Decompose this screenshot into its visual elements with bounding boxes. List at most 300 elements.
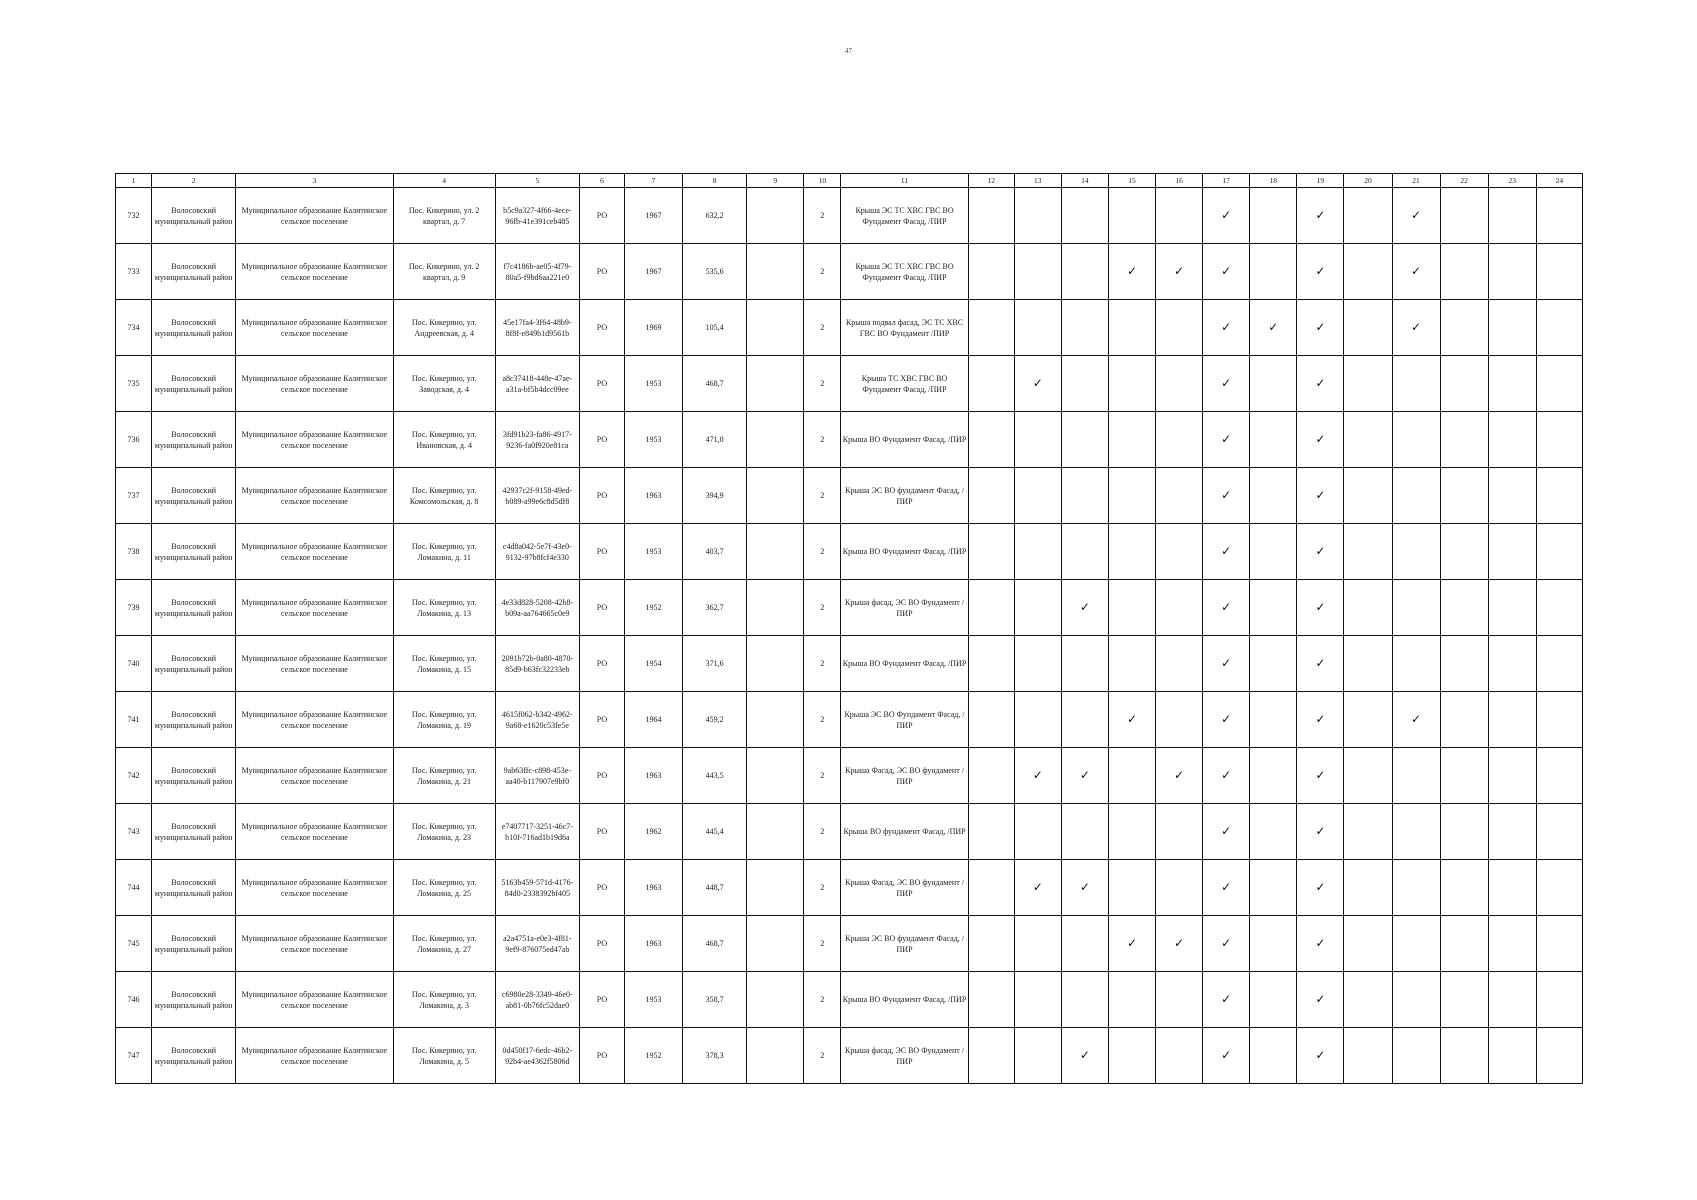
empty-cell [1250, 916, 1297, 972]
year-cell: 1967 [625, 188, 683, 244]
municipality-cell: Муниципальное образование Калитинское сельское поселение [236, 580, 393, 636]
empty-cell [1250, 804, 1297, 860]
check-mark-icon: ✓ [1126, 263, 1138, 278]
check-cell [1203, 244, 1250, 300]
empty-cell [1440, 580, 1488, 636]
empty-cell [1488, 244, 1536, 300]
district-cell: Волосовский муниципальный район [152, 244, 236, 300]
check-mark-icon: ✓ [1221, 487, 1232, 502]
address-cell: Пос. Кикерино, ул. Ломакина, д. 11 [393, 524, 495, 580]
empty-cell [1014, 804, 1061, 860]
column-number-header: 23 [1488, 174, 1536, 188]
year-cell: 1962 [625, 804, 683, 860]
municipality-cell: Муниципальное образование Калитинское сельское поселение [236, 692, 393, 748]
floors-cell: 2 [804, 188, 841, 244]
empty-cell [1536, 1028, 1582, 1084]
empty-cell [747, 972, 804, 1028]
empty-cell [747, 1028, 804, 1084]
empty-cell [1014, 972, 1061, 1028]
empty-cell [1061, 300, 1108, 356]
empty-cell [1250, 692, 1297, 748]
floors-cell: 2 [804, 468, 841, 524]
guid-cell: f7c4186b-ae05-4f79-80a5-f9bd6aa221e0 [495, 244, 579, 300]
works-cell: Крыша Фасад, ЭС ВО фундамент /ПИР [841, 860, 968, 916]
empty-cell [1440, 412, 1488, 468]
empty-cell [1061, 804, 1108, 860]
empty-cell [1344, 1028, 1392, 1084]
empty-cell [1488, 188, 1536, 244]
area-cell: 468,7 [683, 356, 747, 412]
district-cell: Волосовский муниципальный район [152, 188, 236, 244]
floors-cell: 2 [804, 580, 841, 636]
ownership-cell: РО [579, 300, 624, 356]
empty-cell [1536, 636, 1582, 692]
check-cell [1203, 916, 1250, 972]
check-cell [1297, 244, 1344, 300]
floors-cell: 2 [804, 804, 841, 860]
municipality-cell: Муниципальное образование Калитинское сельское поселение [236, 356, 393, 412]
empty-cell [1250, 188, 1297, 244]
check-cell [1297, 860, 1344, 916]
year-cell: 1963 [625, 468, 683, 524]
empty-cell [1156, 860, 1203, 916]
empty-cell [1536, 860, 1582, 916]
check-cell [1297, 748, 1344, 804]
address-cell: Пос. Кикерино, ул. Ломакина, д. 13 [393, 580, 495, 636]
check-cell [1297, 636, 1344, 692]
empty-cell [1392, 916, 1440, 972]
address-cell: Пос. Кикерино, ул. Ломакина, д. 27 [393, 916, 495, 972]
check-mark-icon: ✓ [1221, 767, 1232, 782]
district-cell: Волосовский муниципальный район [152, 1028, 236, 1084]
municipality-cell: Муниципальное образование Калитинское сельское поселение [236, 748, 393, 804]
check-mark-icon: ✓ [1174, 767, 1185, 782]
address-cell: Пос. Кикерино, ул. Заводская, д. 4 [393, 356, 495, 412]
empty-cell [968, 580, 1014, 636]
check-mark-icon: ✓ [1079, 879, 1090, 894]
works-cell: Крыша ВО Фундамент Фасад, /ПИР [841, 412, 968, 468]
year-cell: 1969 [625, 300, 683, 356]
guid-cell: 4e33d828-5208-42b8-b09a-aa764665c0e9 [495, 580, 579, 636]
empty-cell [1488, 804, 1536, 860]
check-mark-icon: ✓ [1315, 207, 1326, 222]
municipality-cell: Муниципальное образование Калитинское сельское поселение [236, 916, 393, 972]
empty-cell [747, 356, 804, 412]
check-cell [1203, 580, 1250, 636]
empty-cell [747, 468, 804, 524]
works-cell: Крыша ЭС ТС ХВС ГВС ВО Фундамент Фасад, /ПИР [841, 244, 968, 300]
ownership-cell: РО [579, 636, 624, 692]
empty-cell [1536, 300, 1582, 356]
empty-cell [968, 860, 1014, 916]
empty-cell [1108, 804, 1155, 860]
empty-cell [747, 636, 804, 692]
empty-cell [747, 692, 804, 748]
row-number: 735 [116, 356, 152, 412]
empty-cell [1014, 412, 1061, 468]
empty-cell [968, 412, 1014, 468]
check-cell [1297, 972, 1344, 1028]
empty-cell [1156, 804, 1203, 860]
check-cell [1297, 580, 1344, 636]
check-mark-icon: ✓ [1315, 711, 1326, 726]
empty-cell [1344, 244, 1392, 300]
column-number-header: 2 [152, 174, 236, 188]
check-mark-icon: ✓ [1079, 1047, 1090, 1062]
check-mark-icon: ✓ [1221, 879, 1232, 894]
check-cell [1156, 244, 1203, 300]
guid-cell: c4d8a042-5e7f-43e0-9132-97b8fcf4e330 [495, 524, 579, 580]
address-cell: Пос. Кикерино, ул. Андреевская, д. 4 [393, 300, 495, 356]
row-number: 743 [116, 804, 152, 860]
check-cell [1297, 916, 1344, 972]
address-cell: Пос. Кикерино, ул. Ломакина, д. 3 [393, 972, 495, 1028]
empty-cell [1014, 468, 1061, 524]
column-number-header: 14 [1061, 174, 1108, 188]
works-cell: Крыша фасад, ЭС ВО Фундамент /ПИР [841, 580, 968, 636]
empty-cell [1108, 860, 1155, 916]
works-cell: Крыша ВО фундамент Фасад, /ПИР [841, 804, 968, 860]
empty-cell [1156, 412, 1203, 468]
empty-cell [1488, 580, 1536, 636]
empty-cell [1488, 748, 1536, 804]
check-mark-icon: ✓ [1221, 375, 1232, 390]
area-cell: 535,6 [683, 244, 747, 300]
empty-cell [747, 804, 804, 860]
row-number: 736 [116, 412, 152, 468]
address-cell: Пос. Кикерино, ул. Ломакина, д. 25 [393, 860, 495, 916]
check-cell [1108, 244, 1155, 300]
check-mark-icon: ✓ [1221, 823, 1232, 838]
table-row [116, 356, 1583, 412]
empty-cell [1014, 524, 1061, 580]
floors-cell: 2 [804, 748, 841, 804]
guid-cell: 4615f062-b342-4962-9a68-e1620c53fe5e [495, 692, 579, 748]
year-cell: 1963 [625, 860, 683, 916]
ownership-cell: РО [579, 244, 624, 300]
check-cell [1014, 860, 1061, 916]
check-mark-icon: ✓ [1315, 823, 1326, 838]
ownership-cell: РО [579, 860, 624, 916]
area-cell: 448,7 [683, 860, 747, 916]
check-mark-icon: ✓ [1411, 711, 1422, 726]
empty-cell [1108, 524, 1155, 580]
check-cell [1297, 188, 1344, 244]
check-mark-icon: ✓ [1315, 487, 1326, 502]
empty-cell [1440, 636, 1488, 692]
empty-cell [747, 748, 804, 804]
empty-cell [1156, 356, 1203, 412]
empty-cell [1250, 412, 1297, 468]
ownership-cell: РО [579, 356, 624, 412]
column-number-header: 7 [625, 174, 683, 188]
district-cell: Волосовский муниципальный район [152, 412, 236, 468]
area-cell: 105,4 [683, 300, 747, 356]
floors-cell: 2 [804, 972, 841, 1028]
district-cell: Волосовский муниципальный район [152, 580, 236, 636]
check-cell [1203, 972, 1250, 1028]
table-row [116, 188, 1583, 244]
empty-cell [1250, 580, 1297, 636]
check-mark-icon: ✓ [1411, 207, 1422, 222]
guid-cell: a8c37418-448e-47ae-a31a-bf5b4dcc09ee [495, 356, 579, 412]
column-number-header: 1 [116, 174, 152, 188]
check-mark-icon: ✓ [1315, 655, 1326, 670]
check-cell [1203, 636, 1250, 692]
empty-cell [1488, 860, 1536, 916]
check-mark-icon: ✓ [1221, 263, 1232, 278]
empty-cell [1108, 1028, 1155, 1084]
empty-cell [1344, 188, 1392, 244]
check-cell [1108, 692, 1155, 748]
empty-cell [1156, 300, 1203, 356]
row-number: 747 [116, 1028, 152, 1084]
ownership-cell: РО [579, 916, 624, 972]
empty-cell [1344, 972, 1392, 1028]
empty-cell [1061, 524, 1108, 580]
year-cell: 1963 [625, 748, 683, 804]
address-cell: Пос. Кикерино, ул. 2 квартал, д. 9 [393, 244, 495, 300]
empty-cell [1440, 916, 1488, 972]
empty-cell [1250, 636, 1297, 692]
check-cell [1156, 748, 1203, 804]
empty-cell [1014, 244, 1061, 300]
ownership-cell: РО [579, 748, 624, 804]
empty-cell [968, 524, 1014, 580]
check-cell [1203, 1028, 1250, 1084]
row-number: 738 [116, 524, 152, 580]
municipality-cell: Муниципальное образование Калитинское сельское поселение [236, 468, 393, 524]
check-mark-icon: ✓ [1315, 543, 1326, 558]
ownership-cell: РО [579, 1028, 624, 1084]
page-number: 47 [845, 47, 852, 55]
check-mark-icon: ✓ [1315, 879, 1326, 894]
empty-cell [1536, 748, 1582, 804]
guid-cell: 42937c2f-9158-49ed-b089-a99e6c8d5df8 [495, 468, 579, 524]
check-mark-icon: ✓ [1221, 319, 1232, 334]
empty-cell [1014, 636, 1061, 692]
table-row [116, 748, 1583, 804]
empty-cell [747, 412, 804, 468]
check-mark-icon: ✓ [1315, 319, 1326, 334]
empty-cell [1392, 972, 1440, 1028]
empty-cell [1344, 356, 1392, 412]
municipality-cell: Муниципальное образование Калитинское сельское поселение [236, 300, 393, 356]
check-cell [1203, 860, 1250, 916]
municipality-cell: Муниципальное образование Калитинское сельское поселение [236, 860, 393, 916]
year-cell: 1952 [625, 1028, 683, 1084]
row-number: 734 [116, 300, 152, 356]
empty-cell [968, 916, 1014, 972]
check-cell [1297, 300, 1344, 356]
district-cell: Волосовский муниципальный район [152, 748, 236, 804]
empty-cell [1061, 244, 1108, 300]
empty-cell [1061, 356, 1108, 412]
area-cell: 362,7 [683, 580, 747, 636]
empty-cell [1440, 972, 1488, 1028]
check-mark-icon: ✓ [1315, 263, 1326, 278]
area-cell: 468,7 [683, 916, 747, 972]
works-cell: Крыша ЭС ВО фундамент Фасад, /ПИР [841, 916, 968, 972]
empty-cell [747, 916, 804, 972]
district-cell: Волосовский муниципальный район [152, 356, 236, 412]
table-row [116, 692, 1583, 748]
floors-cell: 2 [804, 636, 841, 692]
empty-cell [1250, 748, 1297, 804]
column-number-header: 16 [1156, 174, 1203, 188]
check-mark-icon: ✓ [1032, 879, 1043, 894]
empty-cell [1488, 356, 1536, 412]
empty-cell [1392, 748, 1440, 804]
works-cell: Крыша фасад, ЭС ВО Фундамент /ПИР [841, 1028, 968, 1084]
column-number-header: 20 [1344, 174, 1392, 188]
column-number-header: 21 [1392, 174, 1440, 188]
check-mark-icon: ✓ [1221, 207, 1232, 222]
check-cell [1203, 524, 1250, 580]
guid-cell: c6980e28-3349-46e0-ab81-0b76fc52dae0 [495, 972, 579, 1028]
check-cell [1250, 300, 1297, 356]
empty-cell [1108, 468, 1155, 524]
floors-cell: 2 [804, 244, 841, 300]
row-number: 745 [116, 916, 152, 972]
empty-cell [1440, 860, 1488, 916]
empty-cell [1440, 804, 1488, 860]
empty-cell [1440, 468, 1488, 524]
municipality-cell: Муниципальное образование Калитинское сельское поселение [236, 972, 393, 1028]
empty-cell [1440, 748, 1488, 804]
guid-cell: 3fd91b23-fa86-4917-9236-fa0f920e81ca [495, 412, 579, 468]
check-cell [1203, 356, 1250, 412]
empty-cell [1014, 188, 1061, 244]
table-row [116, 1028, 1583, 1084]
year-cell: 1954 [625, 636, 683, 692]
district-cell: Волосовский муниципальный район [152, 300, 236, 356]
empty-cell [1488, 524, 1536, 580]
check-mark-icon: ✓ [1174, 263, 1185, 278]
empty-cell [1108, 748, 1155, 804]
empty-cell [1488, 692, 1536, 748]
works-cell: Крыша ЭС ТС ХВС ГВС ВО Фундамент Фасад, /ПИР [841, 188, 968, 244]
district-cell: Волосовский муниципальный район [152, 916, 236, 972]
guid-cell: b5c9a327-4f66-4ece-96fb-41e391ceb485 [495, 188, 579, 244]
check-cell [1392, 244, 1440, 300]
empty-cell [1440, 244, 1488, 300]
check-mark-icon: ✓ [1032, 375, 1043, 390]
check-mark-icon: ✓ [1315, 1047, 1326, 1062]
column-number-header: 22 [1440, 174, 1488, 188]
floors-cell: 2 [804, 692, 841, 748]
municipality-cell: Муниципальное образование Калитинское сельское поселение [236, 412, 393, 468]
works-cell: Крыша ЭС ВО Фундамент Фасад, /ПИР [841, 692, 968, 748]
empty-cell [1014, 916, 1061, 972]
check-cell [1297, 692, 1344, 748]
check-cell [1061, 1028, 1108, 1084]
year-cell: 1967 [625, 244, 683, 300]
check-mark-icon: ✓ [1126, 711, 1138, 726]
check-cell [1203, 188, 1250, 244]
floors-cell: 2 [804, 524, 841, 580]
guid-cell: 45e17fa4-3f64-48b9-8f8f-e849b1d9561b [495, 300, 579, 356]
check-cell [1392, 188, 1440, 244]
area-cell: 394,9 [683, 468, 747, 524]
empty-cell [747, 188, 804, 244]
area-cell: 358,7 [683, 972, 747, 1028]
table-row [116, 300, 1583, 356]
empty-cell [1250, 1028, 1297, 1084]
row-number: 739 [116, 580, 152, 636]
check-cell [1061, 748, 1108, 804]
empty-cell [1392, 412, 1440, 468]
empty-cell [1108, 356, 1155, 412]
column-number-header: 12 [968, 174, 1014, 188]
empty-cell [1014, 580, 1061, 636]
municipality-cell: Муниципальное образование Калитинское сельское поселение [236, 804, 393, 860]
empty-cell [1156, 1028, 1203, 1084]
guid-cell: a2a4751a-e0e3-4f81-9ef9-876075ed47ab [495, 916, 579, 972]
municipality-cell: Муниципальное образование Калитинское сельское поселение [236, 188, 393, 244]
empty-cell [1344, 300, 1392, 356]
district-cell: Волосовский муниципальный район [152, 692, 236, 748]
district-cell: Волосовский муниципальный район [152, 636, 236, 692]
empty-cell [1440, 300, 1488, 356]
ownership-cell: РО [579, 692, 624, 748]
empty-cell [968, 636, 1014, 692]
empty-cell [1440, 1028, 1488, 1084]
check-mark-icon: ✓ [1221, 599, 1232, 614]
empty-cell [1344, 580, 1392, 636]
empty-cell [1344, 804, 1392, 860]
check-mark-icon: ✓ [1221, 431, 1232, 446]
check-cell [1297, 356, 1344, 412]
column-number-header: 17 [1203, 174, 1250, 188]
table-row [116, 524, 1583, 580]
column-number-header: 5 [495, 174, 579, 188]
empty-cell [968, 804, 1014, 860]
check-cell [1203, 804, 1250, 860]
empty-cell [968, 300, 1014, 356]
check-cell [1061, 860, 1108, 916]
empty-cell [1156, 188, 1203, 244]
municipality-cell: Муниципальное образование Калитинское сельское поселение [236, 244, 393, 300]
check-mark-icon: ✓ [1268, 319, 1279, 334]
year-cell: 1952 [625, 580, 683, 636]
column-number-header: 11 [841, 174, 968, 188]
check-mark-icon: ✓ [1315, 991, 1326, 1006]
check-mark-icon: ✓ [1411, 319, 1422, 334]
empty-cell [1014, 1028, 1061, 1084]
empty-cell [1536, 356, 1582, 412]
works-cell: Крыша ВО Фундамент Фасад, /ПИР [841, 972, 968, 1028]
empty-cell [1536, 804, 1582, 860]
empty-cell [1488, 972, 1536, 1028]
year-cell: 1963 [625, 916, 683, 972]
works-cell: Крыша ВО Фундамент Фасад, /ПИР [841, 636, 968, 692]
empty-cell [1536, 580, 1582, 636]
empty-cell [1392, 1028, 1440, 1084]
empty-cell [1108, 580, 1155, 636]
empty-cell [1488, 468, 1536, 524]
row-number: 741 [116, 692, 152, 748]
column-number-header: 19 [1297, 174, 1344, 188]
guid-cell: 2091b72b-0a80-4870-85d9-b63fc32233eb [495, 636, 579, 692]
empty-cell [1488, 300, 1536, 356]
empty-cell [1536, 972, 1582, 1028]
empty-cell [1392, 860, 1440, 916]
check-mark-icon: ✓ [1221, 935, 1232, 950]
empty-cell [747, 244, 804, 300]
check-cell [1203, 300, 1250, 356]
check-mark-icon: ✓ [1221, 655, 1232, 670]
